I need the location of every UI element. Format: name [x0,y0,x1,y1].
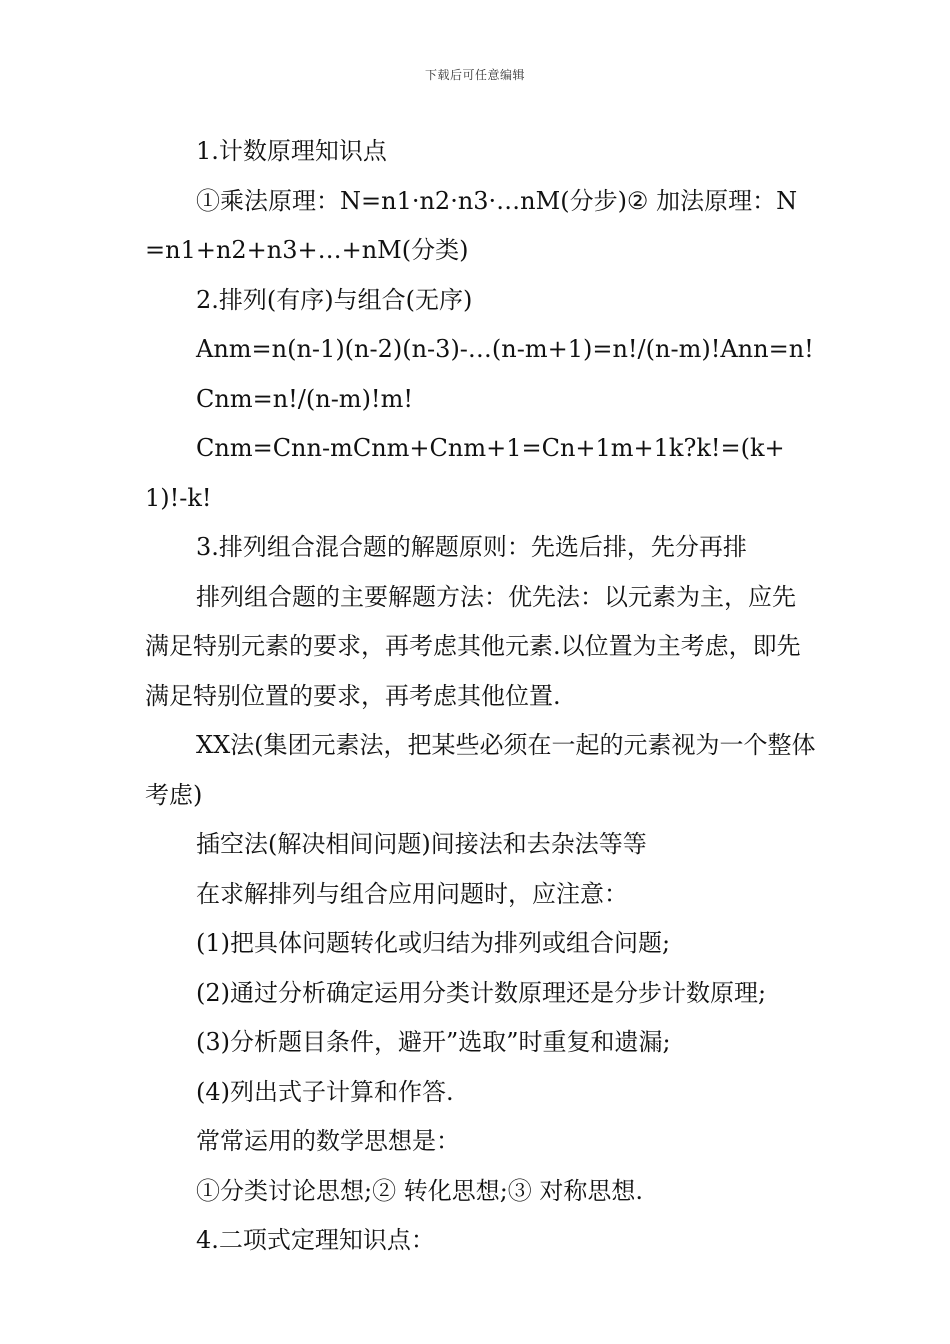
formula-combination-properties: Cnm=Cnn-mCnm+Cnm+1=Cn+1m+1k?k!=(k+1)!-k! [145,434,785,512]
list-item-4: (4)列出式子计算和作答. [196,1077,454,1106]
paragraph-math-thinking-list: ①分类讨论思想;② 转化思想;③ 对称思想. [196,1176,644,1205]
section-heading-counting-principle: 1.计数原理知识点 [196,137,387,165]
page-header-note: 下载后可任意编辑 [424,68,525,82]
list-item-1: (1)把具体问题转化或归结为排列或组合问题; [196,929,671,957]
paragraph-bundling-method: XX法(集团元素法，把某些必须在一起的元素视为一个整体考虑) [145,731,816,809]
paragraph-gap-insertion-method: 插空法(解决相间问题)间接法和去杂法等等 [196,830,647,858]
section-heading-permutation-combination: 2.排列(有序)与组合(无序) [196,285,473,314]
section-heading-mixed-problems: 3.排列组合混合题的解题原则：先选后排，先分再排 [196,533,747,561]
section-heading-binomial-theorem: 4.二项式定理知识点： [196,1226,435,1254]
formula-permutation: Anm=n(n-1)(n-2)(n-3)-…(n-m+1)=n!/(n-m)!Ann=n! [196,335,814,363]
paragraph-attention-intro: 在求解排列与组合应用问题时，应注意： [196,879,628,908]
document-body [145,127,817,1266]
paragraph-priority-method: 排列组合题的主要解题方法：优先法：以元素为主，应先满足特别元素的要求，再考虑其他元素.以位置为主考虑，即先满足特别位置的要求，再考虑其他位置. [145,582,801,710]
formula-combination: Cnm=n!/(n-m)!m! [196,384,413,413]
paragraph-multiplication-addition-principle: ①乘法原理：N=n1·n2·n3·…nM(分步)② 加法原理：N=n1+n2+n3+…+nM(分类) [145,186,798,264]
list-item-3: (3)分析题目条件，避开”选取”时重复和遗漏; [196,1028,671,1056]
list-item-2: (2)通过分析确定运用分类计数原理还是分步计数原理; [196,978,767,1007]
paragraph-math-thinking-intro: 常常运用的数学思想是： [196,1127,460,1155]
